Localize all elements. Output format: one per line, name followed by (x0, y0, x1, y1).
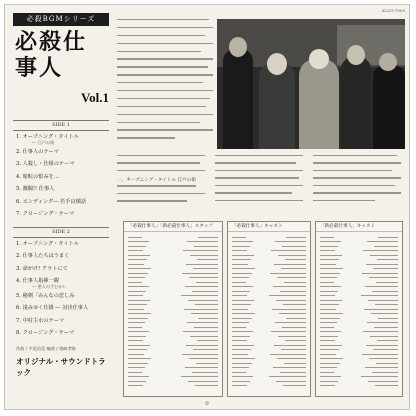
volume-label: Vol.1 (80, 90, 109, 105)
cast-box-2 (315, 221, 403, 397)
side-b-track-title: 3. 命がけ! アラトにて (16, 265, 68, 272)
side-b-track (13, 238, 109, 251)
title-block (13, 30, 109, 114)
mid-heading: 一、オープニング・タイトル 江戸の街 (117, 178, 196, 184)
side-a-track (13, 208, 109, 221)
side-a-track (13, 146, 109, 159)
side-a-track (13, 171, 109, 184)
cast-photo (217, 19, 405, 149)
side-a-track-title: 7. クロージング・テーマ (16, 211, 75, 217)
side-a-track-subtitle: ― 江戸の街 (32, 139, 55, 145)
side-a-track (13, 196, 109, 209)
liner-notes-text (117, 19, 213, 147)
side-a-track (13, 183, 109, 196)
catalog-number: K22G-7009 (382, 8, 405, 13)
liner-notes-sheet (4, 4, 410, 410)
album-title: 必殺仕事人 (15, 30, 88, 81)
mid-column-3 (313, 155, 401, 207)
side-b-track (13, 315, 109, 328)
side-a-header: SIDE 1 (13, 120, 109, 131)
side-b-track-title: 6. 浅みゆく仕掛 ― 対決仕事人 (16, 305, 89, 311)
side-b-track (13, 302, 109, 315)
side-a-track (13, 131, 109, 146)
side-b-track-title: 4. 仕事人指揮一観 (16, 278, 59, 284)
side-a-track-title: 2. 仕事人のテーマ (16, 148, 59, 155)
cast-box-1 (227, 221, 311, 397)
side-b-track-title: 1. オープニング・タイトル (16, 240, 79, 247)
side-b-track-title: 5. 秘剣「みんなの悲しみ (16, 292, 75, 299)
tracklist-column (13, 13, 109, 403)
side-a-track-title: 3. 人殺し・仕組のテーマ (16, 161, 75, 167)
series-banner: 必殺BGMシリーズ (13, 13, 109, 26)
side-b-track (13, 263, 109, 276)
cast-box-1-title: 「必殺仕事人」キャスト (228, 222, 310, 232)
side-b-track-subtitle: ― 悪人の手むかい (32, 283, 67, 289)
staff-box-title: 「必殺仕事人」「新必殺仕事人」スタッフ (124, 222, 222, 232)
page-number: ① (204, 401, 210, 407)
cast-box-2-title: 「新必殺仕事人」キャスト (316, 222, 402, 232)
side-a-track-title: 1. オープニング・タイトル (16, 134, 79, 140)
side-a-track-title: 5. 激闘!! 仕事人 (16, 186, 55, 192)
side-b-track (13, 250, 109, 263)
side-b-track (13, 290, 109, 303)
ost-label: オリジナル・サウンドトラック (16, 356, 106, 377)
side-b-track-title: 7. 中村主水のテーマ (16, 317, 65, 324)
side-a-track-title: 6. エンディング― 若手良積話 (16, 198, 86, 205)
staff-box (123, 221, 223, 397)
mid-column-2 (215, 155, 303, 207)
side-b-track-title: 8. クロージング・テーマ (16, 330, 75, 336)
side-b-tracklist (13, 238, 109, 340)
side-a-tracklist (13, 131, 109, 221)
composer-credits: 作曲 / 平尾昌晃 編曲 / 竜崎孝路 (16, 345, 76, 351)
side-b-track (13, 327, 109, 340)
side-b-track-title: 2. 仕事人たちはうまく (16, 253, 70, 259)
mid-column-1 (117, 155, 205, 208)
liner-notes-middle (117, 155, 401, 215)
side-a-track (13, 158, 109, 171)
side-b-header: SIDE 2 (13, 227, 109, 238)
side-a-track-title: 4. 暗転の恨みを… (16, 173, 59, 180)
side-b-track (13, 275, 109, 290)
